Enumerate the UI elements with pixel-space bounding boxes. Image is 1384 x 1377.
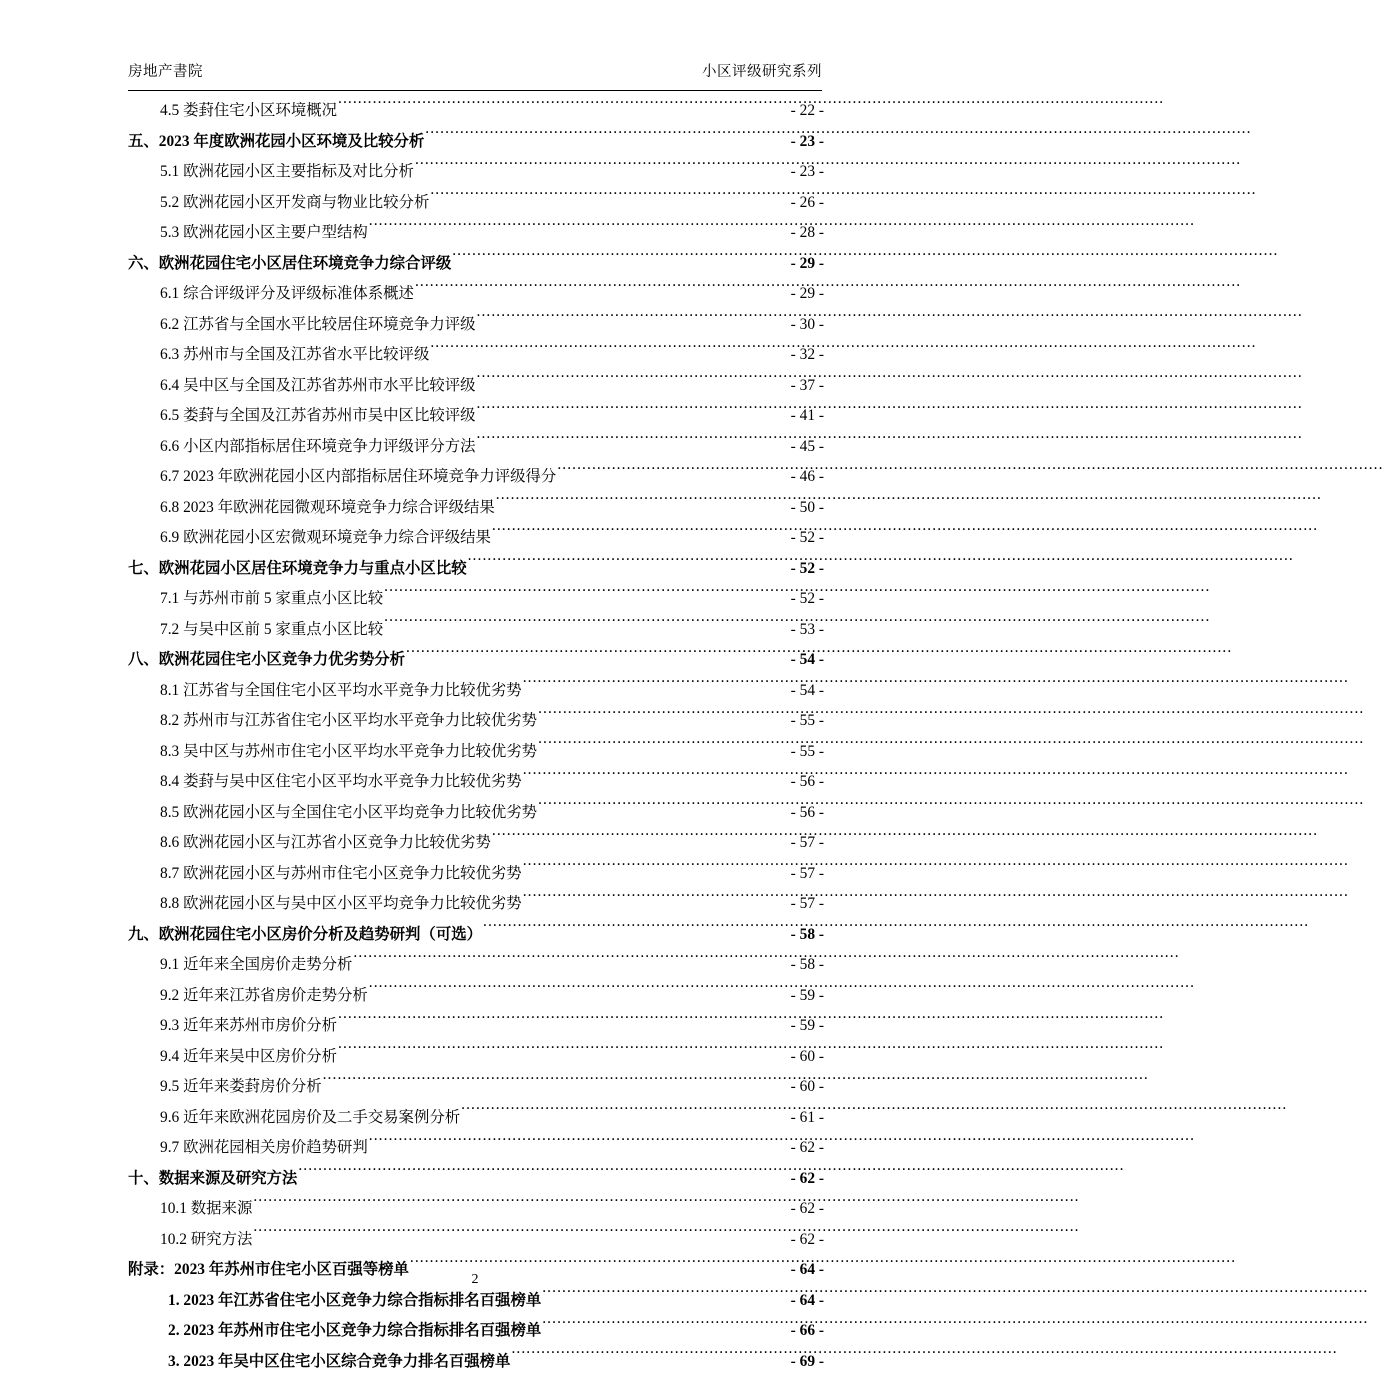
toc-leader-dots — [542, 1320, 775, 1335]
toc-entry-page: - 52 - — [776, 554, 824, 585]
toc-entry-page: - 46 - — [776, 462, 824, 493]
toc-entry-page: - 23 - — [776, 157, 824, 188]
toc-entry-page: - 57 - — [776, 859, 824, 890]
toc-entry-page: - 54 - — [776, 676, 824, 707]
toc-entry-page: - 64 - — [776, 1255, 824, 1286]
toc-entry-label: 七、欧洲花园小区居住环境竞争力与重点小区比较 — [128, 554, 467, 585]
toc-entry-page: - 60 - — [776, 1072, 824, 1103]
toc-entry-label: 8.2 苏州市与江苏省住宅小区平均水平竞争力比较优劣势 — [160, 706, 537, 737]
toc-entry-label: 8.8 欧洲花园小区与吴中区小区平均竞争力比较优劣势 — [160, 889, 522, 920]
toc-leader-dots — [353, 954, 775, 969]
header-left-text: 房地产書院 — [128, 60, 203, 81]
toc-entry-page: - 60 - — [776, 1042, 824, 1073]
toc-entry-page: - 32 - — [776, 340, 824, 371]
toc-entry-page: - 52 - — [776, 584, 824, 615]
toc-leader-dots — [468, 557, 775, 572]
toc-leader-dots — [523, 679, 775, 694]
toc-entry-page: - 55 - — [776, 737, 824, 768]
toc-leader-dots — [415, 283, 775, 298]
toc-entry-label: 7.2 与吴中区前 5 家重点小区比较 — [160, 615, 383, 646]
toc-entry-label: 6.4 吴中区与全国及江苏省苏州市水平比较评级 — [160, 371, 476, 402]
toc-leader-dots — [477, 374, 775, 389]
toc-entry-page: - 64 - — [776, 1286, 824, 1317]
toc-entry-label: 9.3 近年来苏州市房价分析 — [160, 1011, 337, 1042]
toc-leader-dots — [538, 801, 775, 816]
toc-leader-dots — [483, 923, 775, 938]
toc-entry-label: 7.1 与苏州市前 5 家重点小区比较 — [160, 584, 383, 615]
toc-entry-page: - 54 - — [776, 645, 824, 676]
toc-entry-page: - 59 - — [776, 1011, 824, 1042]
toc-entry-label: 6.6 小区内部指标居住环境竞争力评级评分方法 — [160, 432, 476, 463]
toc-entry-label: 8.3 吴中区与苏州市住宅小区平均水平竞争力比较优劣势 — [160, 737, 537, 768]
toc-entry-label: 5.2 欧洲花园小区开发商与物业比较分析 — [160, 188, 429, 219]
toc-entry-label: 六、欧洲花园住宅小区居住环境竞争力综合评级 — [128, 249, 451, 280]
toc-entry-label: 9.4 近年来吴中区房价分析 — [160, 1042, 337, 1073]
toc-entry-label: 十、数据来源及研究方法 — [128, 1164, 297, 1195]
toc-leader-dots — [338, 1045, 775, 1060]
toc-entry-label: 五、2023 年度欧洲花园小区环境及比较分析 — [128, 127, 424, 158]
toc-entry-page: - 45 - — [776, 432, 824, 463]
toc-leader-dots — [415, 161, 775, 176]
toc-leader-dots — [430, 191, 775, 206]
toc-leader-dots — [298, 1167, 775, 1182]
toc-entry-page: - 56 - — [776, 767, 824, 798]
toc-entry-label: 6.2 江苏省与全国水平比较居住环境竞争力评级 — [160, 310, 476, 341]
toc-entry-label: 附录：2023 年苏州市住宅小区百强等榜单 — [128, 1255, 409, 1286]
toc-leader-dots — [323, 1076, 775, 1091]
toc-entry-page: - 52 - — [776, 523, 824, 554]
page-number: 2 — [472, 1272, 479, 1287]
toc-leader-dots — [425, 130, 775, 145]
toc-entry-page: - 58 - — [776, 920, 824, 951]
toc-entry-label: 2. 2023 年苏州市住宅小区竞争力综合指标排名百强榜单 — [168, 1316, 541, 1347]
toc-leader-dots — [511, 1350, 775, 1365]
toc-entry-page: - 29 - — [776, 279, 824, 310]
toc-leader-dots — [253, 1198, 775, 1213]
toc-leader-dots — [523, 893, 775, 908]
toc-leader-dots — [477, 435, 775, 450]
toc-entry-page: - 69 - — [776, 1347, 824, 1377]
toc-entry-page: - 56 - — [776, 798, 824, 829]
toc-entry-page: - 57 - — [776, 828, 824, 859]
toc-entry-page: - 62 - — [776, 1194, 824, 1225]
toc-entry-label: 九、欧洲花园住宅小区房价分析及趋势研判（可选） — [128, 920, 482, 951]
toc-leader-dots — [384, 588, 775, 603]
toc-leader-dots — [384, 618, 775, 633]
toc-leader-dots — [369, 222, 775, 237]
toc-entry-page: - 59 - — [776, 981, 824, 1012]
toc-entry-label: 八、欧洲花园住宅小区竞争力优劣势分析 — [128, 645, 405, 676]
toc-entry-page: - 26 - — [776, 188, 824, 219]
toc-entry[interactable] — [128, 1347, 824, 1377]
toc-leader-dots — [452, 252, 775, 267]
toc-leader-dots — [253, 1228, 775, 1243]
toc-entry-label: 6.5 娄葑与全国及江苏省苏州市吴中区比较评级 — [160, 401, 476, 432]
page-footer — [0, 1272, 950, 1288]
toc-entry-label: 9.5 近年来娄葑房价分析 — [160, 1072, 322, 1103]
toc-entry-page: - 62 - — [776, 1164, 824, 1195]
toc-leader-dots — [523, 862, 775, 877]
toc-entry-label: 6.7 2023 年欧洲花园小区内部指标居住环境竞争力评级得分 — [160, 462, 556, 493]
toc-entry-label: 8.1 江苏省与全国住宅小区平均水平竞争力比较优劣势 — [160, 676, 522, 707]
toc-leader-dots — [496, 496, 775, 511]
toc-leader-dots — [542, 1289, 775, 1304]
toc-entry-label: 5.3 欧洲花园小区主要户型结构 — [160, 218, 368, 249]
toc-entry-page: - 37 - — [776, 371, 824, 402]
toc-entry-label: 6.1 综合评级评分及评级标准体系概述 — [160, 279, 414, 310]
toc-entry-page: - 28 - — [776, 218, 824, 249]
toc-entry-label: 9.6 近年来欧洲花园房价及二手交易案例分析 — [160, 1103, 460, 1134]
toc-leader-dots — [406, 649, 775, 664]
toc-entry-page: - 50 - — [776, 493, 824, 524]
toc-entry-label: 4.5 娄葑住宅小区环境概况 — [160, 96, 337, 127]
toc-entry-page: - 62 - — [776, 1133, 824, 1164]
toc-leader-dots — [369, 1137, 775, 1152]
toc-entry-page: - 61 - — [776, 1103, 824, 1134]
toc-entry-label: 8.6 欧洲花园小区与江苏省小区竞争力比较优劣势 — [160, 828, 491, 859]
toc-leader-dots — [492, 527, 775, 542]
toc-leader-dots — [477, 405, 775, 420]
toc-entry-label: 9.2 近年来江苏省房价走势分析 — [160, 981, 368, 1012]
toc-entry-label: 8.4 娄葑与吴中区住宅小区平均水平竞争力比较优劣势 — [160, 767, 522, 798]
toc-leader-dots — [338, 100, 775, 115]
toc-entry-label: 9.7 欧洲花园相关房价趋势研判 — [160, 1133, 368, 1164]
toc-entry-label: 6.3 苏州市与全国及江苏省水平比较评级 — [160, 340, 429, 371]
toc-entry-page: - 57 - — [776, 889, 824, 920]
toc-leader-dots — [538, 740, 775, 755]
toc-entry-label: 8.5 欧洲花园小区与全国住宅小区平均竞争力比较优劣势 — [160, 798, 537, 829]
toc-leader-dots — [538, 710, 775, 725]
toc-entry-page: - 55 - — [776, 706, 824, 737]
toc-leader-dots — [477, 313, 775, 328]
toc-entry-page: - 66 - — [776, 1316, 824, 1347]
toc-leader-dots — [492, 832, 775, 847]
toc-entry-page: - 30 - — [776, 310, 824, 341]
toc-leader-dots — [430, 344, 775, 359]
toc-entry-label: 8.7 欧洲花园小区与苏州市住宅小区竞争力比较优劣势 — [160, 859, 522, 890]
toc-entry-label: 5.1 欧洲花园小区主要指标及对比分析 — [160, 157, 414, 188]
page-header — [128, 60, 822, 81]
toc-leader-dots — [523, 771, 775, 786]
toc-entry-label: 6.9 欧洲花园小区宏微观环境竞争力综合评级结果 — [160, 523, 491, 554]
table-of-contents — [128, 96, 824, 1377]
toc-entry-page: - 62 - — [776, 1225, 824, 1256]
toc-leader-dots — [338, 1015, 775, 1030]
toc-leader-dots — [369, 984, 775, 999]
toc-entry-label: 1. 2023 年江苏省住宅小区竞争力综合指标排名百强榜单 — [168, 1286, 541, 1317]
toc-leader-dots — [461, 1106, 775, 1121]
toc-entry-page: - 58 - — [776, 950, 824, 981]
toc-entry-page: - 53 - — [776, 615, 824, 646]
toc-leader-dots — [557, 466, 775, 481]
toc-entry-page: - 29 - — [776, 249, 824, 280]
toc-entry-page: - 22 - — [776, 96, 824, 127]
toc-entry-label: 10.2 研究方法 — [160, 1225, 252, 1256]
toc-entry-label: 10.1 数据来源 — [160, 1194, 252, 1225]
toc-entry-label: 9.1 近年来全国房价走势分析 — [160, 950, 352, 981]
toc-entry-label: 3. 2023 年吴中区住宅小区综合竞争力排名百强榜单 — [168, 1347, 510, 1377]
toc-entry-page: - 23 - — [776, 127, 824, 158]
toc-entry-page: - 41 - — [776, 401, 824, 432]
toc-entry-label: 6.8 2023 年欧洲花园微观环境竞争力综合评级结果 — [160, 493, 495, 524]
header-right-text: 小区评级研究系列 — [702, 60, 822, 81]
